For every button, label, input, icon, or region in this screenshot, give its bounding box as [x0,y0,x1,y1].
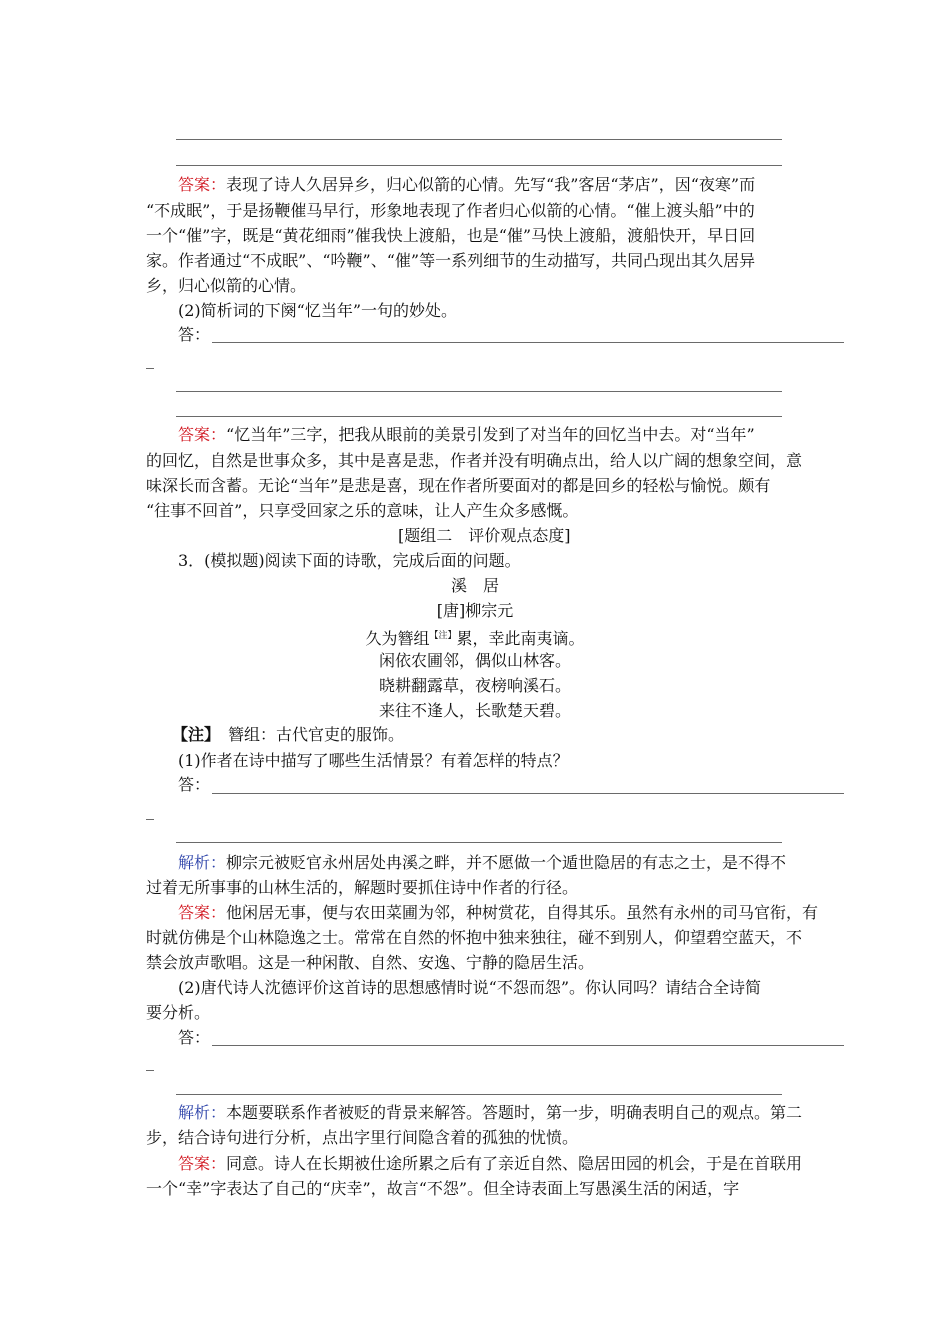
analysis-label: 解析： [178,853,227,872]
text-line: 要分析。 [146,1003,211,1022]
answer-blank-line [176,391,782,392]
group-title: [题组二 评价观点态度] [398,526,571,545]
answer-paragraph: 答案：同意。诗人在长期被仕途所累之后有了亲近自然、隐居田园的机会，于是在首联用 [178,1154,803,1173]
text-line: 的回忆，自然是世事众多，其中是喜是悲，作者并没有明确点出，给人以广阔的想象空间，意 [146,451,803,470]
poem-title: 溪 居 [450,576,499,595]
poem-author: [唐]柳宗元 [436,601,514,620]
answer-label: 答案： [178,425,227,444]
poem-line: 久为簪组$^{【注】}$累，幸此南夷谪。 [365,629,585,648]
text-line: “不成眠”，于是扬鞭催马早行，形象地表现了作者归心似箭的心情。“催上渡头船”中的 [146,201,755,220]
answer-blank-line [212,342,844,343]
answer-label: 答案： [178,903,227,922]
answer-label: 答案： [178,1154,227,1173]
poem-line: 晓耕翻露草，夜榜响溪石。 [378,676,571,695]
note: 【注】 簪组：古代官吏的服饰。 [172,725,405,744]
answer-paragraph: 答案：表现了诗人久居异乡，归心似箭的心情。先写“我”客居“茅店”，因“夜寒”而 [178,175,756,194]
answer-blank-line [212,793,844,794]
question-3-2: (2)唐代诗人沈德评价这首诗的思想感情时说“不怨而怨”。你认同吗？请结合全诗简 [178,978,762,997]
answer-blank-line [212,1045,844,1046]
note-marker: 【注】 [429,631,457,641]
text-line: 乡，归心似箭的心情。 [146,276,307,295]
poem-line: 闲依农圃邻，偶似山林客。 [378,651,571,670]
text-line: 禁会放声歌唱。这是一种闲散、自然、安逸、宁静的隐居生活。 [146,953,595,972]
answer-blank-line [176,165,782,166]
question-2: (2)简析词的下阕“忆当年”一句的妙处。 [178,301,458,320]
text-line: 味深长而含蓄。无论“当年”是悲是喜，现在作者所要面对的都是回乡的轻松与愉悦。颇有 [146,476,771,495]
answer-prompt: 答： [178,1028,211,1047]
question-3-1: (1)作者在诗中描写了哪些生活情景？有着怎样的特点？ [178,751,569,770]
line-continuation-mark [146,368,154,369]
text-line: 一个“催”字，既是“黄花细雨”催我快上渡船，也是“催”马快上渡船，渡船快开，早日回 [146,226,756,245]
answer-prompt: 答： [178,325,211,344]
answer-blank-line [176,416,782,417]
question-3: 3．(模拟题)阅读下面的诗歌，完成后面的问题。 [178,551,521,570]
text-line: 过着无所事事的山林生活的，解题时要抓住诗中作者的行径。 [146,878,579,897]
answer-blank-line [176,1094,782,1095]
text-line: 家。作者通过“不成眠”、“吟鞭”、“催”等一系列细节的生动描写，共同凸现出其久居异 [146,251,756,270]
text-line: 步，结合诗句进行分析，点出字里行间隐含着的孤独的忧愤。 [146,1128,579,1147]
analysis-paragraph: 解析：本题要联系作者被贬的背景来解答。答题时，第一步，明确表明自己的观点。第二 [178,1103,803,1122]
answer-paragraph: 答案：他闲居无事，便与农田菜圃为邻，种树赏花，自得其乐。虽然有永州的司马官衔，有 [178,903,819,922]
answer-paragraph: 答案：“忆当年”三字，把我从眼前的美景引发到了对当年的回忆当中去。对“当年” [178,425,755,444]
answer-blank-line [176,139,782,140]
poem-line: 来往不逢人，长歌楚天碧。 [378,701,571,720]
line-continuation-mark [146,819,154,820]
line-continuation-mark [146,1070,154,1071]
text-line: “往事不回首”，只享受回家之乐的意味，让人产生众多感慨。 [146,501,579,520]
answer-label: 答案： [178,175,227,194]
analysis-label: 解析： [178,1103,227,1122]
answer-blank-line [176,842,782,843]
text-line: 一个“幸”字表达了自己的“庆幸”，故言“不怨”。但全诗表面上写愚溪生活的闲适，字 [146,1179,740,1198]
text-line: 时就仿佛是个山林隐逸之士。常常在自然的怀抱中独来独往，碰不到别人，仰望碧空蓝天，不 [146,928,803,947]
answer-prompt: 答： [178,775,211,794]
analysis-paragraph: 解析：柳宗元被贬官永州居处冉溪之畔，并不愿做一个遁世隐居的有志之士，是不得不 [178,853,787,872]
note-label: 【注】 [172,725,213,744]
